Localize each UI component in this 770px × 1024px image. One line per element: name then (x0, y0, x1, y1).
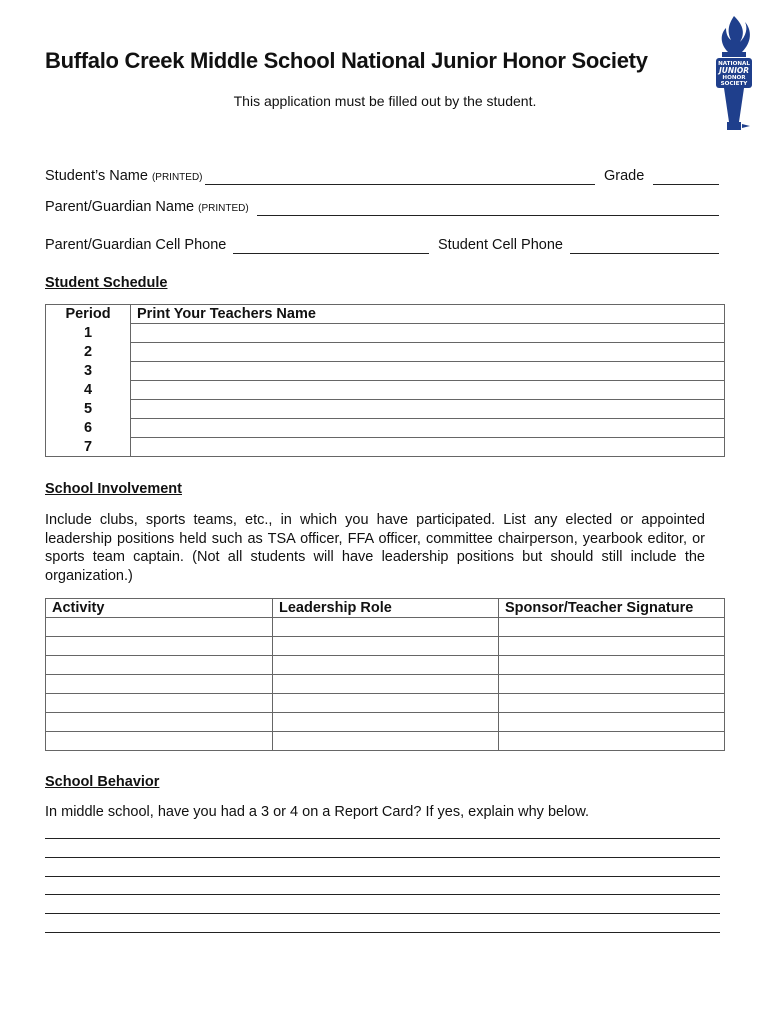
student-name-label: Student’s Name (PRINTED) (45, 168, 203, 184)
answer-line[interactable] (45, 932, 720, 933)
form-title: Buffalo Creek Middle School National Junior Honor Society (45, 48, 648, 73)
sponsor-signature-cell[interactable] (499, 694, 725, 713)
schedule-row (46, 362, 725, 381)
teacher-header: Print Your Teachers Name (131, 305, 725, 324)
student-name-field[interactable] (205, 184, 595, 185)
involvement-row (46, 656, 725, 675)
sponsor-signature-cell[interactable] (499, 656, 725, 675)
sponsor-signature-cell[interactable] (499, 675, 725, 694)
parent-phone-field[interactable] (233, 253, 429, 254)
activity-cell[interactable] (46, 694, 273, 713)
answer-line[interactable] (45, 913, 720, 914)
schedule-table (45, 304, 725, 457)
activity-cell[interactable] (46, 675, 273, 694)
schedule-row (46, 438, 725, 457)
schedule-row (46, 400, 725, 419)
involvement-header-row (46, 599, 725, 618)
schedule-heading: Student Schedule (45, 275, 168, 291)
involvement-row (46, 713, 725, 732)
schedule-row (46, 381, 725, 400)
period-number: 2 (46, 343, 131, 362)
involvement-instructions: Include clubs, sports teams, etc., in which you have participated. List any elected or appointed leadership positions held such as TSA officer, FFA officer, committee chairperson, yearbook editor, or sports team captain. (Not all students will have leadership positions but should still include the organization.) (45, 512, 705, 584)
sponsor-signature-header: Sponsor/Teacher Signature (499, 599, 725, 618)
parent-name-field[interactable] (257, 215, 719, 216)
grade-field[interactable] (653, 184, 719, 185)
behavior-heading: School Behavior (45, 774, 160, 790)
leadership-role-cell[interactable] (273, 675, 499, 694)
period-header: Period (46, 305, 131, 324)
teacher-name-cell[interactable] (131, 362, 725, 381)
schedule-row (46, 419, 725, 438)
answer-line[interactable] (45, 857, 720, 858)
leadership-role-cell[interactable] (273, 618, 499, 637)
sponsor-signature-cell[interactable] (499, 732, 725, 751)
schedule-header-row (46, 305, 725, 324)
behavior-question: In middle school, have you had a 3 or 4 on a Report Card? If yes, explain why below. (45, 804, 590, 820)
involvement-row (46, 637, 725, 656)
leadership-role-cell[interactable] (273, 713, 499, 732)
logo-line-2: JUNIOR (718, 66, 750, 75)
form-subtitle: This application must be filled out by the student. (233, 93, 537, 109)
logo-line-1: NATIONAL (718, 61, 750, 67)
period-number: 3 (46, 362, 131, 381)
answer-line[interactable] (45, 894, 720, 895)
teacher-name-cell[interactable] (131, 381, 725, 400)
parent-phone-label: Parent/Guardian Cell Phone (45, 237, 227, 253)
schedule-row (46, 324, 725, 343)
involvement-row (46, 732, 725, 751)
parent-name-label: Parent/Guardian Name (PRINTED) (45, 199, 249, 215)
activity-cell[interactable] (46, 618, 273, 637)
teacher-name-cell[interactable] (131, 438, 725, 457)
leadership-role-cell[interactable] (273, 732, 499, 751)
answer-line[interactable] (45, 876, 720, 877)
period-number: 1 (46, 324, 131, 343)
teacher-name-cell[interactable] (131, 324, 725, 343)
involvement-row (46, 618, 725, 637)
involvement-heading: School Involvement (45, 481, 182, 497)
answer-line[interactable] (45, 838, 720, 839)
leadership-role-cell[interactable] (273, 637, 499, 656)
teacher-name-cell[interactable] (131, 419, 725, 438)
activity-cell[interactable] (46, 637, 273, 656)
teacher-name-cell[interactable] (131, 343, 725, 362)
period-number: 6 (46, 419, 131, 438)
activity-header: Activity (46, 599, 273, 618)
involvement-table (45, 598, 725, 751)
logo-line-4: SOCIETY (720, 81, 748, 87)
sponsor-signature-cell[interactable] (499, 618, 725, 637)
sponsor-signature-cell[interactable] (499, 637, 725, 656)
student-phone-field[interactable] (570, 253, 719, 254)
involvement-row (46, 694, 725, 713)
torch-logo-icon (712, 14, 756, 134)
leadership-role-header: Leadership Role (273, 599, 499, 618)
schedule-row (46, 343, 725, 362)
teacher-name-cell[interactable] (131, 400, 725, 419)
grade-label: Grade (604, 168, 645, 184)
activity-cell[interactable] (46, 732, 273, 751)
parent-name-printed-note: (PRINTED) (198, 203, 249, 214)
logo-line-3: HONOR (722, 75, 746, 81)
sponsor-signature-cell[interactable] (499, 713, 725, 732)
activity-cell[interactable] (46, 656, 273, 675)
activity-cell[interactable] (46, 713, 273, 732)
leadership-role-cell[interactable] (273, 656, 499, 675)
involvement-row (46, 675, 725, 694)
student-name-printed-note: (PRINTED) (151, 172, 203, 183)
leadership-role-cell[interactable] (273, 694, 499, 713)
period-number: 4 (46, 381, 131, 400)
period-number: 7 (46, 438, 131, 457)
period-number: 5 (46, 400, 131, 419)
student-phone-label: Student Cell Phone (438, 237, 563, 253)
